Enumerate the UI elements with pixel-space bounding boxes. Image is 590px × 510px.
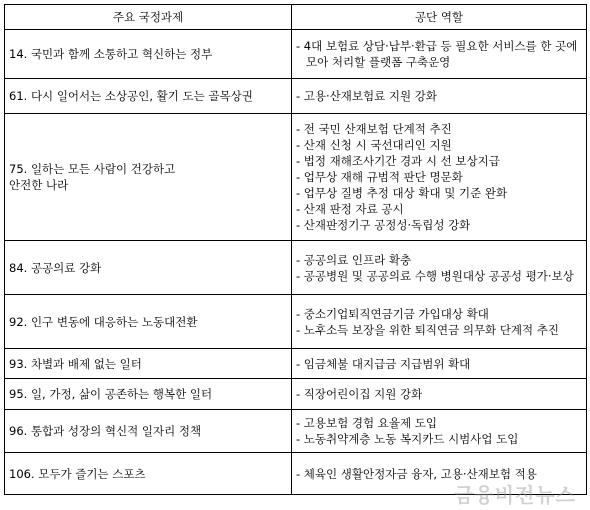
- role-item: - 체육인 생활안정자금 융자, 고용·산재보험 적용: [296, 466, 537, 481]
- role-item: - 전 국민 산재보험 단계적 추진: [296, 122, 452, 136]
- role-item: - 고용·산재보험료 지원 강화: [296, 89, 437, 103]
- role-item: - 직장어린이집 지원 강화: [296, 387, 423, 401]
- role-item: - 임금체불 대지급금 지급범위 확대: [296, 356, 471, 371]
- role-cell: [292, 349, 587, 379]
- role-item: - 중소기업퇴직연금기금 가입대상 확대: [296, 306, 489, 321]
- role-cell: [292, 30, 587, 79]
- role-item: - 업무상 질병 추정 대상 확대 및 기준 완화: [296, 186, 508, 200]
- role-cell: [292, 114, 587, 241]
- role-cell: [292, 79, 587, 114]
- role-cell: [292, 295, 587, 349]
- task-cell: 14. 국민과 함께 소통하고 혁신하는 정부: [5, 30, 292, 79]
- table-row: [5, 379, 587, 410]
- role-item: - 노동취약계층 노동 복지카드 시범사업 도입: [296, 432, 519, 446]
- table-row: [5, 295, 587, 349]
- role-item: - 산재 판정 자료 공시: [296, 202, 404, 216]
- role-item: - 공공의료 인프라 확충: [296, 252, 412, 267]
- role-item: - 산재 신청 시 국선대리인 지원: [296, 138, 452, 152]
- role-item: - 고용보험 경험 요율제 도입: [296, 416, 437, 430]
- role-item: - 공공병원 및 공공의료 수행 병원대상 공공성 평가·보상: [296, 268, 574, 283]
- table-row: [5, 114, 587, 241]
- role-item: - 노후소득 보장을 위한 퇴직연금 의무화 단계적 추진: [296, 322, 560, 337]
- role-item: - 법정 재해조사기간 경과 시 선 보상지급: [296, 154, 500, 168]
- role-cell: [292, 410, 587, 453]
- task-cell: 75. 일하는 모든 사람이 건강하고 안전한 나라: [5, 114, 292, 241]
- role-cell: [292, 241, 587, 295]
- column-header-task: 주요 국정과제: [5, 5, 292, 30]
- role-item: - 4대 보험료 상담·납부·환급 등 필요한 서비스를 한 곳에 모아 처리할 플랫폼 구축운영: [296, 39, 578, 69]
- task-cell: 84. 공공의료 강화: [5, 241, 292, 295]
- task-cell: 106. 모두가 즐기는 스포츠: [5, 453, 292, 495]
- task-cell: 92. 인구 변동에 대응하는 노동대전환: [5, 295, 292, 349]
- task-cell: 61. 다시 일어서는 소상공인, 활기 도는 골목상권: [5, 79, 292, 114]
- role-item: - 산재판정기구 공정성·독립성 강화: [296, 218, 471, 232]
- task-cell: 96. 통합과 성장의 혁신적 일자리 정책: [5, 410, 292, 453]
- table-row: [5, 241, 587, 295]
- column-header-role: 공단 역할: [292, 5, 587, 30]
- task-cell: 93. 차별과 배제 없는 일터: [5, 349, 292, 379]
- table-header-row: [5, 5, 587, 30]
- role-item: - 업무상 재해 규범적 판단 명문화: [296, 170, 463, 184]
- table-row: [5, 30, 587, 79]
- table-row: [5, 79, 587, 114]
- task-cell: 95. 일, 가정, 삶이 공존하는 행복한 일터: [5, 379, 292, 410]
- policy-role-table: [4, 4, 587, 495]
- watermark: 금융비전뉴스: [454, 483, 576, 507]
- table-row: [5, 410, 587, 453]
- role-cell: [292, 379, 587, 410]
- table-row: [5, 349, 587, 379]
